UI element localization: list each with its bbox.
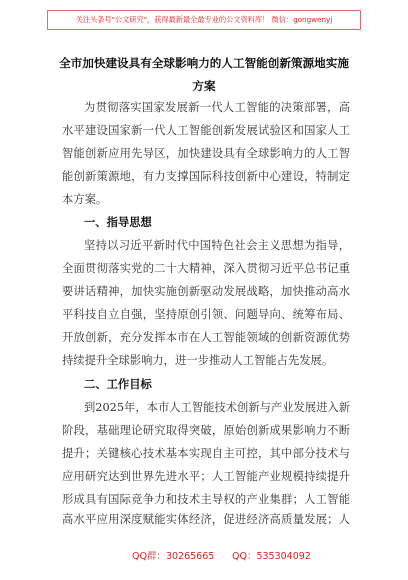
paragraph-line: 要讲话精神，加快实施创新驱动发展战略，加快推动高水 <box>62 285 350 298</box>
paragraph-line: 水平建设国家新一代人工智能创新发展试验区和国家人工 <box>62 124 350 137</box>
paragraph-line: 智能创新应用先导区，加快建设具有全球影响力的人工智 <box>62 147 350 160</box>
paragraph-line: 阶段，基础理论研究取得突破，原始创新成果影响力不断 <box>62 424 350 437</box>
footer-qq-contact: QQ：535304092 <box>232 551 311 562</box>
document-title-line-1: 全市加快建设具有全球影响力的人工智能创新策源地实施 <box>59 56 349 70</box>
paragraph-line: 平科技自立自强，坚持原创引领、问题导向、统筹布局、 <box>62 308 350 321</box>
promo-banner: 关注头条号"公文研究"，获得最新最全最专业的公文资料库！ 微信：gongwenyj <box>47 10 361 30</box>
section-heading: 二、工作目标 <box>84 378 152 391</box>
paragraph-line: 全面贯彻落实党的二十大精神，深入贯彻习近平总书记重 <box>62 262 350 275</box>
footer-qq-group: QQ群：30265665 <box>132 551 215 562</box>
document-title-line-2: 方案 <box>192 79 216 93</box>
paragraph-line: 形成具有国际竞争力和技术主导权的产业集群；人工智能 <box>62 493 350 506</box>
paragraph-line: 到2025年，本市人工智能技术创新与产业发展进入新 <box>84 401 350 414</box>
paragraph-line: 坚持以习近平新时代中国特色社会主义思想为指导， <box>84 239 350 252</box>
paragraph-line: 为贯彻落实国家发展新一代人工智能的决策部署，高 <box>84 101 350 114</box>
paragraph-line: 能创新策源地，有力支撑国际科技创新中心建设，特制定 <box>62 170 350 183</box>
paragraph-line: 本方案。 <box>62 193 108 206</box>
section-heading: 一、指导思想 <box>84 216 152 229</box>
paragraph-line: 开放创新，充分发挥本市在人工智能领域的创新资源优势 <box>62 331 350 344</box>
paragraph-line: 持续提升全球影响力，进一步推动人工智能占先发展。 <box>62 354 334 367</box>
paragraph-line: 应用研究达到世界先进水平；人工智能产业规模持续提升 <box>62 470 350 483</box>
paragraph-line: 提升；关键核心技术基本实现自主可控，其中部分技术与 <box>62 447 350 460</box>
paragraph-line: 高水平应用深度赋能实体经济，促进经济高质量发展；人 <box>62 513 350 526</box>
